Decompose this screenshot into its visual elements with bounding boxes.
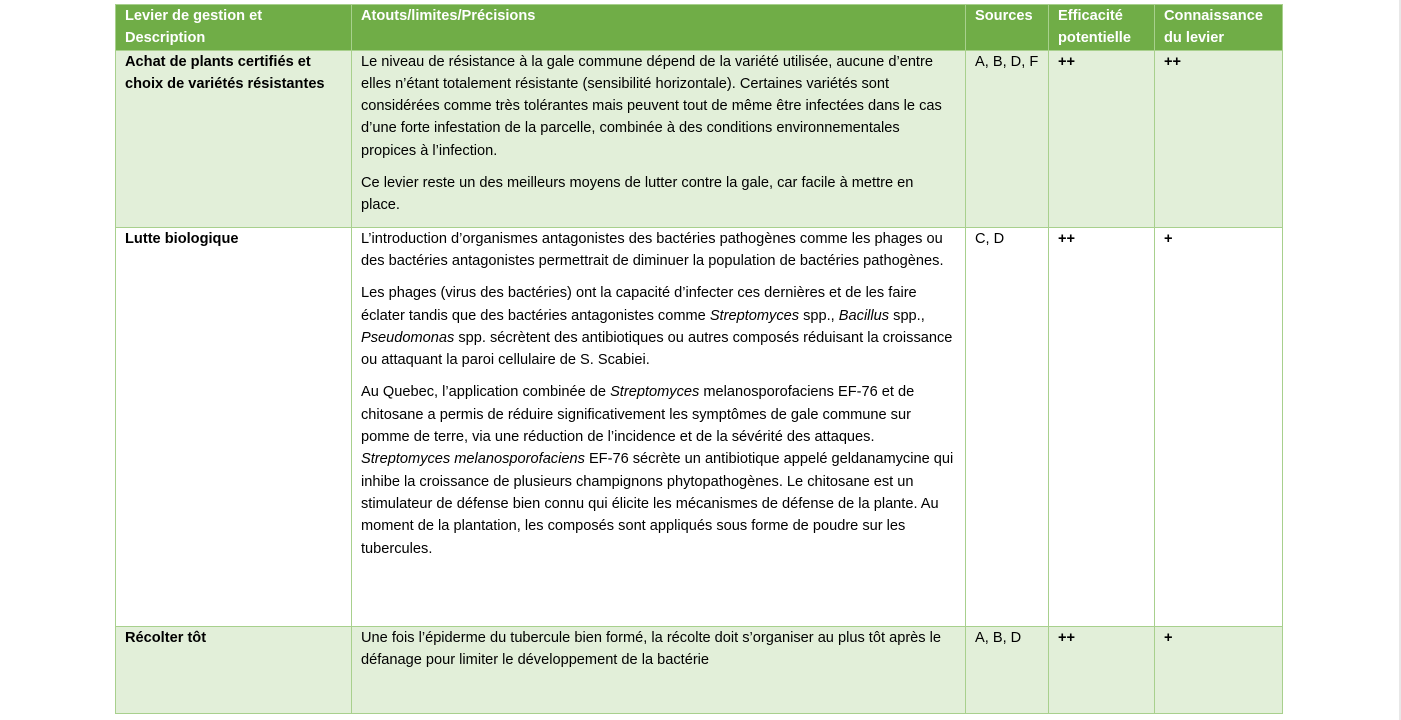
- lever-sources: A, B, D: [966, 626, 1049, 713]
- details-paragraph: Le niveau de résistance à la gale commune dépend de la variété utilisée, aucune d’entre elles n’étant totalement résistante (sensibilité horizontale). Certaines variétés sont considérées comme très tolérantes mais peuvent tout de même être infectées dans le cas d’une forte infestation de la parcelle, combinée à des conditions environnementales propices à l’infection.: [361, 53, 942, 159]
- lever-efficacy: ++: [1049, 50, 1155, 227]
- text-run: Les phages (virus des bactéries) ont la capacité d’infecter ces dernières et de les faire éclater tandis que des bactéries antagonistes comme: [361, 285, 917, 324]
- text-run: EF-76 sécrète un antibiotique appelé geldanamycine qui inhibe la croissance de plusieurs champignons phytopathogènes. Le chitosane est un stimulateur de défense bien connu qui élicite les mécanismes de défense de la plante. Au moment de la plantation, les composés sont appliqués sous forme de poudre sur les tubercules.: [361, 451, 954, 557]
- table-header-row: [116, 5, 1283, 51]
- italic-taxon: Streptomyces melanosporofaciens: [361, 451, 585, 468]
- header-sources: Sources: [966, 5, 1049, 51]
- lever-sources: C, D: [966, 227, 1049, 626]
- table-row: [116, 626, 1283, 713]
- text-run: spp. sécrètent des antibiotiques ou autres composés réduisant la croissance ou attaquant la paroi cellulaire de S. Scabiei.: [361, 329, 953, 369]
- header-efficacy: Efficacité potentielle: [1049, 5, 1155, 51]
- details-paragraph: L’introduction d’organismes antagonistes des bactéries pathogènes comme les phages ou des bactéries antagonistes permettrait de diminuer la population de bactéries pathogènes.: [361, 230, 944, 269]
- details-paragraph: [361, 381, 956, 559]
- italic-taxon: Streptomyces: [610, 384, 700, 401]
- details-paragraph: [361, 282, 956, 371]
- header-details: Atouts/limites/Précisions: [352, 5, 966, 51]
- text-run: melanosporofaciens EF-76 et de chitosane a permis de réduire significativement les symptômes de gale commune sur pomme de terre, via une réduction de l’incidence et de la sévérité des attaques.: [361, 384, 915, 446]
- lever-name: Achat de plants certifiés et choix de variétés résistantes: [116, 50, 352, 227]
- lever-name: Lutte biologique: [116, 227, 352, 626]
- italic-taxon: Pseudomonas: [361, 329, 455, 346]
- text-run: Au Quebec, l’application combinée de: [361, 384, 611, 401]
- lever-details: [352, 626, 966, 713]
- header-lever: Levier de gestion et Description: [116, 5, 352, 51]
- lever-knowledge: +: [1155, 227, 1283, 626]
- lever-knowledge: +: [1155, 626, 1283, 713]
- text-run: spp.,: [799, 307, 839, 324]
- management-levers-table: [115, 4, 1283, 714]
- header-knowledge: Connaissance du levier: [1155, 5, 1283, 51]
- italic-taxon: Streptomyces: [709, 307, 800, 324]
- lever-details: [352, 227, 966, 626]
- lever-sources: A, B, D, F: [966, 50, 1049, 227]
- lever-knowledge: ++: [1155, 50, 1283, 227]
- lever-efficacy: ++: [1049, 626, 1155, 713]
- details-paragraph: Ce levier reste un des meilleurs moyens de lutter contre la gale, car facile à mettre en place.: [361, 175, 914, 214]
- table-row: [116, 227, 1283, 626]
- table-row: [116, 50, 1283, 227]
- text-run: spp.,: [889, 307, 925, 324]
- lever-efficacy: ++: [1049, 227, 1155, 626]
- lever-name: Récolter tôt: [116, 626, 352, 713]
- italic-taxon: Bacillus: [838, 307, 890, 324]
- details-paragraph: Une fois l’épiderme du tubercule bien formé, la récolte doit s’organiser au plus tôt après le défanage pour limiter le développement de la bactérie: [361, 629, 942, 668]
- lever-details: [352, 50, 966, 227]
